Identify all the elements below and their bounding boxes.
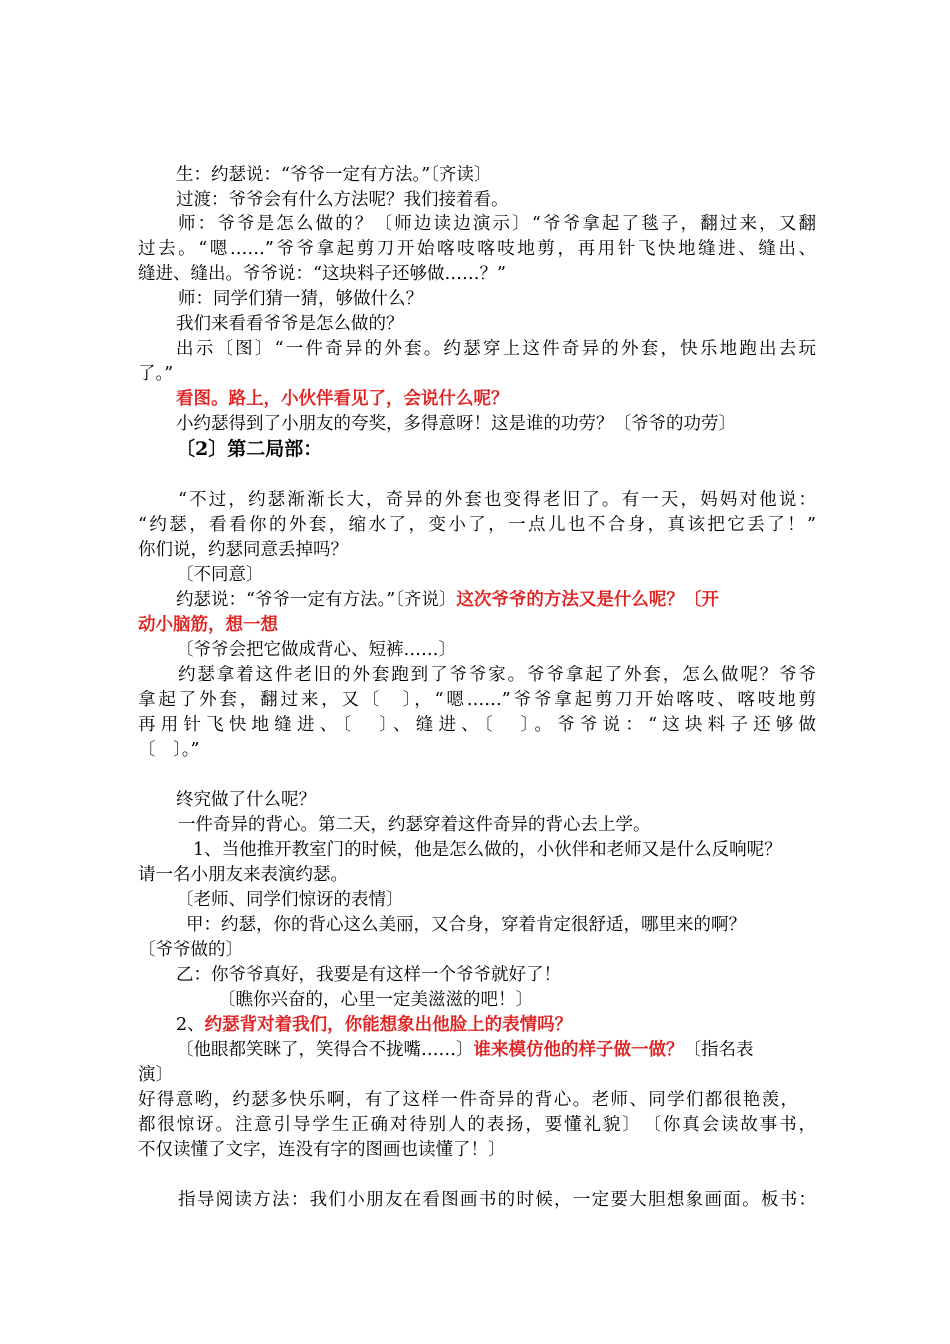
text-line: 生：约瑟说：“爷爷一定有方法。”〔齐读〕	[176, 165, 492, 185]
text-line: 1、当他推开教室门的时候，他是怎么做的，小伙伴和老师又是什么反响呢？	[193, 840, 782, 860]
text-line: 不仅读懂了文字，连没有字的图画也读懂了！〕	[138, 1140, 506, 1160]
text-line: 师：同学们猜一猜，够做什么？	[178, 289, 423, 309]
text-line	[176, 1037, 754, 1063]
text-line: 〔爷爷做的〕	[138, 940, 243, 960]
text-line: 指导阅读方法：我们小朋友在看图画书的时候，一定要大胆想象画面。板书：	[178, 1190, 816, 1210]
text-line: 我们来看看爷爷是怎么做的？	[176, 314, 404, 334]
text-line: 拿起了外套，翻过来，又〔 〕，“嗯……”爷爷拿起剪刀开始喀吱、喀吱地剪	[138, 690, 816, 710]
text-line: 好得意哟，约瑟多快乐啊，有了这样一件奇异的背心。老师、同学们都很艳羡，	[138, 1090, 798, 1110]
text-line: “约瑟，看看你的外套，缩水了，变小了，一点儿也不合身，真该把它丢了！”	[138, 515, 816, 535]
text-line: 出示〔图〕“一件奇异的外套。约瑟穿上这件奇异的外套，快乐地跑出去玩	[176, 339, 816, 359]
text-line: 〔瞧你兴奋的，心里一定美滋滋的吧！〕	[218, 990, 533, 1010]
text-line: 师：爷爷是怎么做的？〔师边读边演示〕“爷爷拿起了毯子，翻过来，又翻	[178, 214, 816, 234]
text-line: “不过，约瑟渐渐长大，奇异的外套也变得老旧了。有一天，妈妈对他说：	[178, 490, 816, 510]
text-line: 一件奇异的背心。第二天，约瑟穿着这件奇异的背心去上学。	[178, 815, 651, 835]
text-line: 演〕	[138, 1065, 173, 1085]
section-heading: 〔2〕第二局部：	[176, 438, 323, 460]
text-line	[176, 587, 719, 613]
text-line: 你们说，约瑟同意丢掉吗？	[138, 540, 348, 560]
text-segment: 〔指名表	[683, 1040, 754, 1060]
text-line: 缝进、缝出。爷爷说：“这块料子还够做……？”	[138, 264, 506, 284]
text-line: 〔爷爷会把它做成背心、短裤……〕	[176, 640, 456, 660]
highlighted-question: 这次爷爷的方法又是什么呢？〔开	[456, 590, 719, 610]
text-line: 乙：你爷爷真好，我要是有这样一个爷爷就好了！	[176, 965, 561, 985]
text-line: 甲：约瑟，你的背心这么美丽，又合身，穿着肯定很舒适，哪里来的啊？	[186, 915, 746, 935]
highlighted-question: 动小脑筋，想一想	[138, 615, 278, 635]
highlighted-question: 看图。路上，小伙伴看见了，会说什么呢？	[176, 389, 509, 409]
text-line: 请一名小朋友来表演约瑟。	[138, 865, 348, 885]
highlighted-question: 约瑟背对着我们，你能想象出他脸上的表情吗？	[204, 1015, 573, 1035]
text-line: 了。”	[138, 364, 174, 384]
text-segment: 2、	[176, 1015, 205, 1035]
text-line: 终究做了什么呢？	[176, 790, 316, 810]
text-line	[176, 1012, 572, 1038]
text-line: 〔 〕。”	[138, 740, 200, 760]
text-line: 〔不同意〕	[176, 565, 264, 585]
text-line: 再用针飞快地缝进、〔 〕、缝进、〔 〕。爷爷说：“这块料子还够做	[138, 715, 816, 735]
text-segment: 约瑟说：“爷爷一定有方法。”〔齐说〕	[176, 590, 457, 610]
text-line: 〔老师、同学们惊讶的表情〕	[176, 890, 404, 910]
text-line: 约瑟拿着这件老旧的外套跑到了爷爷家。爷爷拿起了外套，怎么做呢？爷爷	[178, 665, 816, 685]
text-line: 都很惊讶。注意引导学生正确对待别人的表扬，要懂礼貌〕 〔你真会读故事书，	[138, 1115, 816, 1135]
text-line: 过渡：爷爷会有什么方法呢？我们接着看。	[176, 190, 509, 210]
text-line: 过去。“嗯……”爷爷拿起剪刀开始喀吱喀吱地剪，再用针飞快地缝进、缝出、	[138, 239, 816, 259]
highlighted-question: 谁来模仿他的样子做一做？	[473, 1040, 684, 1060]
text-segment: 〔他眼都笑眯了，笑得合不拢嘴……〕	[176, 1040, 474, 1060]
text-line: 小约瑟得到了小朋友的夸奖，多得意呀！这是谁的功劳？〔爷爷的功劳〕	[176, 414, 736, 434]
